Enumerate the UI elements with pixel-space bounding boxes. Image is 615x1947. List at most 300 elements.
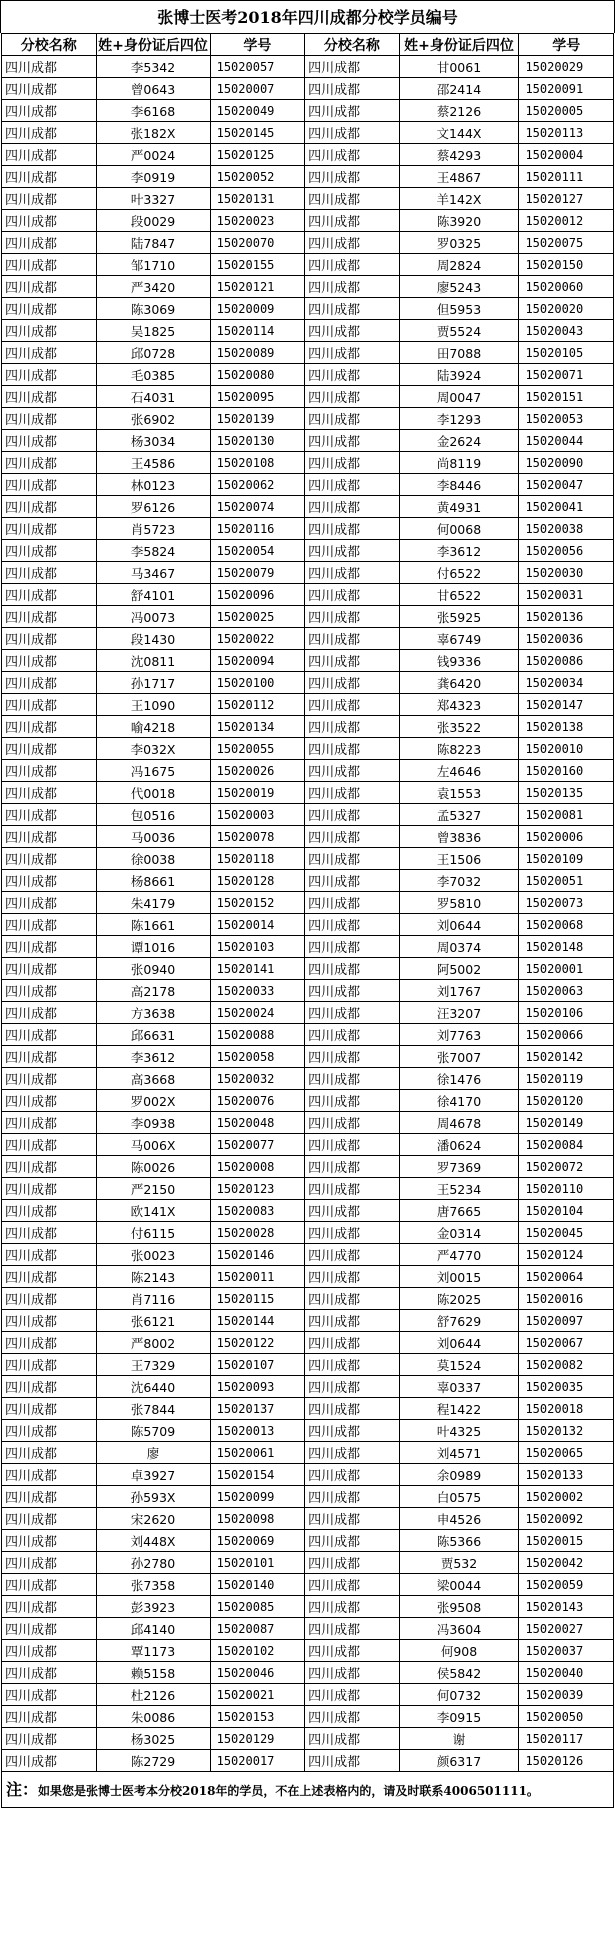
branch-cell: 四川成都 [305,892,400,914]
branch-cell: 四川成都 [2,1442,97,1464]
table-row [2,606,614,628]
branch-cell: 四川成都 [305,386,400,408]
name-id-cell: 王1506 [399,848,519,870]
student-number-cell: 15020019 [210,782,305,804]
branch-cell: 四川成都 [305,848,400,870]
name-id-cell: 何0732 [399,1684,519,1706]
table-row [2,1222,614,1244]
branch-cell: 四川成都 [305,1728,400,1750]
name-id-cell: 李1293 [399,408,519,430]
student-number-cell: 15020110 [519,1178,614,1200]
branch-cell: 四川成都 [305,122,400,144]
table-row [2,1068,614,1090]
student-number-cell: 15020132 [519,1420,614,1442]
note-lead: 注： [6,1780,39,1799]
student-number-cell: 15020078 [210,826,305,848]
table-row [2,78,614,100]
student-number-cell: 15020049 [210,100,305,122]
name-id-cell: 杨3025 [96,1728,210,1750]
name-id-cell: 谭1016 [96,936,210,958]
branch-cell: 四川成都 [305,1530,400,1552]
table-row [2,914,614,936]
student-number-cell: 15020107 [210,1354,305,1376]
name-id-cell: 毛0385 [96,364,210,386]
table-row [2,320,614,342]
student-number-cell: 15020045 [519,1222,614,1244]
student-number-cell: 15020155 [210,254,305,276]
table-body [2,56,614,1772]
student-number-cell: 15020068 [519,914,614,936]
student-number-cell: 15020102 [210,1640,305,1662]
student-number-cell: 15020100 [210,672,305,694]
branch-cell: 四川成都 [305,1662,400,1684]
branch-cell: 四川成都 [2,1178,97,1200]
branch-cell: 四川成都 [2,1464,97,1486]
table-row [2,1618,614,1640]
student-number-cell: 15020050 [519,1706,614,1728]
student-number-cell: 15020026 [210,760,305,782]
branch-cell: 四川成都 [305,1574,400,1596]
name-id-cell: 廖 [96,1442,210,1464]
student-number-cell: 15020145 [210,122,305,144]
student-number-cell: 15020147 [519,694,614,716]
student-number-cell: 15020097 [519,1310,614,1332]
branch-cell: 四川成都 [2,122,97,144]
branch-cell: 四川成都 [305,56,400,78]
branch-cell: 四川成都 [2,518,97,540]
name-id-cell: 李5824 [96,540,210,562]
name-id-cell: 邵2414 [399,78,519,100]
table-row [2,1728,614,1750]
name-id-cell: 朱0086 [96,1706,210,1728]
name-id-cell: 严3420 [96,276,210,298]
branch-cell: 四川成都 [305,914,400,936]
table-row [2,1244,614,1266]
header-branch-name: 分校名称 [2,34,97,56]
table-row [2,342,614,364]
name-id-cell: 汪3207 [399,1002,519,1024]
branch-cell: 四川成都 [2,1662,97,1684]
header-student-number: 学号 [210,34,305,56]
name-id-cell: 张3522 [399,716,519,738]
table-row [2,760,614,782]
branch-cell: 四川成都 [2,1750,97,1772]
branch-cell: 四川成都 [2,1420,97,1442]
branch-cell: 四川成都 [2,1288,97,1310]
note-text: 如果您是张博士医考本分校2018年的学员，不在上述表格内的，请及时联系4006501111。 [38,1784,539,1798]
branch-cell: 四川成都 [2,628,97,650]
table-row [2,1706,614,1728]
name-id-cell: 王4586 [96,452,210,474]
name-id-cell: 陈5709 [96,1420,210,1442]
student-number-cell: 15020087 [210,1618,305,1640]
table-row [2,1596,614,1618]
name-id-cell: 张0023 [96,1244,210,1266]
branch-cell: 四川成都 [305,188,400,210]
name-id-cell: 段0029 [96,210,210,232]
branch-cell: 四川成都 [2,1530,97,1552]
table-row [2,694,614,716]
name-id-cell: 何908 [399,1640,519,1662]
name-id-cell: 冯3604 [399,1618,519,1640]
name-id-cell: 程1422 [399,1398,519,1420]
student-number-cell: 15020117 [519,1728,614,1750]
student-number-cell: 15020086 [519,650,614,672]
table-row [2,826,614,848]
branch-cell: 四川成都 [2,1090,97,1112]
name-id-cell: 白0575 [399,1486,519,1508]
branch-cell: 四川成都 [305,804,400,826]
student-number-cell: 15020082 [519,1354,614,1376]
student-number-cell: 15020108 [210,452,305,474]
student-number-cell: 15020135 [519,782,614,804]
student-number-cell: 15020035 [519,1376,614,1398]
student-number-cell: 15020036 [519,628,614,650]
table-row [2,980,614,1002]
branch-cell: 四川成都 [305,760,400,782]
name-id-cell: 严8002 [96,1332,210,1354]
name-id-cell: 李7032 [399,870,519,892]
branch-cell: 四川成都 [305,870,400,892]
branch-cell: 四川成都 [305,1596,400,1618]
branch-cell: 四川成都 [2,650,97,672]
branch-cell: 四川成都 [305,1266,400,1288]
name-id-cell: 阿5002 [399,958,519,980]
branch-cell: 四川成都 [2,716,97,738]
name-id-cell: 邱0728 [96,342,210,364]
branch-cell: 四川成都 [2,1332,97,1354]
student-number-cell: 15020138 [519,716,614,738]
student-number-cell: 15020115 [210,1288,305,1310]
student-number-cell: 15020015 [519,1530,614,1552]
table-row [2,276,614,298]
name-id-cell: 刘0644 [399,914,519,936]
table-row [2,804,614,826]
student-number-cell: 15020119 [519,1068,614,1090]
branch-cell: 四川成都 [2,1024,97,1046]
student-number-cell: 15020073 [519,892,614,914]
name-id-cell: 严0024 [96,144,210,166]
name-id-cell: 杨3034 [96,430,210,452]
branch-cell: 四川成都 [2,1376,97,1398]
table-row [2,1640,614,1662]
branch-cell: 四川成都 [305,1068,400,1090]
student-number-cell: 15020018 [519,1398,614,1420]
branch-cell: 四川成都 [2,672,97,694]
table-row [2,1002,614,1024]
branch-cell: 四川成都 [305,606,400,628]
name-id-cell: 唐7665 [399,1200,519,1222]
branch-cell: 四川成都 [305,1244,400,1266]
name-id-cell: 孟5327 [399,804,519,826]
student-number-cell: 15020141 [210,958,305,980]
name-id-cell: 刘0644 [399,1332,519,1354]
name-id-cell: 李0915 [399,1706,519,1728]
name-id-cell: 邱4140 [96,1618,210,1640]
student-number-cell: 15020136 [519,606,614,628]
name-id-cell: 赖5158 [96,1662,210,1684]
table-row [2,452,614,474]
branch-cell: 四川成都 [2,1618,97,1640]
name-id-cell: 罗7369 [399,1156,519,1178]
student-number-cell: 15020109 [519,848,614,870]
branch-cell: 四川成都 [2,144,97,166]
student-number-cell: 15020104 [519,1200,614,1222]
student-number-cell: 15020116 [210,518,305,540]
student-number-cell: 15020044 [519,430,614,452]
name-id-cell: 高3668 [96,1068,210,1090]
student-number-cell: 15020010 [519,738,614,760]
branch-cell: 四川成都 [2,1354,97,1376]
student-number-cell: 15020092 [519,1508,614,1530]
name-id-cell: 欧141X [96,1200,210,1222]
table-row [2,1508,614,1530]
student-number-cell: 15020056 [519,540,614,562]
name-id-cell: 蔡4293 [399,144,519,166]
student-number-cell: 15020122 [210,1332,305,1354]
name-id-cell: 杜2126 [96,1684,210,1706]
table-row [2,1046,614,1068]
name-id-cell: 申4526 [399,1508,519,1530]
branch-cell: 四川成都 [305,474,400,496]
branch-cell: 四川成都 [305,78,400,100]
student-number-cell: 15020016 [519,1288,614,1310]
table-row [2,408,614,430]
student-number-cell: 15020070 [210,232,305,254]
name-id-cell: 李5342 [96,56,210,78]
branch-cell: 四川成都 [2,1684,97,1706]
branch-cell: 四川成都 [305,1420,400,1442]
name-id-cell: 严4770 [399,1244,519,1266]
branch-cell: 四川成都 [2,870,97,892]
name-id-cell: 林0123 [96,474,210,496]
student-number-cell: 15020105 [519,342,614,364]
student-number-cell: 15020043 [519,320,614,342]
name-id-cell: 付6115 [96,1222,210,1244]
branch-cell: 四川成都 [2,1244,97,1266]
student-number-cell: 15020154 [210,1464,305,1486]
student-number-cell: 15020001 [519,958,614,980]
name-id-cell: 孙2780 [96,1552,210,1574]
student-number-cell: 15020126 [519,1750,614,1772]
student-number-cell: 15020118 [210,848,305,870]
name-id-cell: 王5234 [399,1178,519,1200]
name-id-cell: 廖5243 [399,276,519,298]
name-id-cell: 袁1553 [399,782,519,804]
name-id-cell: 张6902 [96,408,210,430]
student-number-cell: 15020002 [519,1486,614,1508]
student-number-cell: 15020011 [210,1266,305,1288]
branch-cell: 四川成都 [305,584,400,606]
branch-cell: 四川成都 [2,1486,97,1508]
branch-cell: 四川成都 [305,1222,400,1244]
table-row [2,540,614,562]
table-row [2,518,614,540]
student-number-cell: 15020007 [210,78,305,100]
student-number-cell: 15020079 [210,562,305,584]
name-id-cell: 马006X [96,1134,210,1156]
branch-cell: 四川成都 [305,1024,400,1046]
branch-cell: 四川成都 [305,782,400,804]
table-row [2,1178,614,1200]
student-number-cell: 15020096 [210,584,305,606]
student-number-cell: 15020125 [210,144,305,166]
student-number-cell: 15020151 [519,386,614,408]
student-number-cell: 15020012 [519,210,614,232]
name-id-cell: 石4031 [96,386,210,408]
name-id-cell: 宋2620 [96,1508,210,1530]
name-id-cell: 钱9336 [399,650,519,672]
branch-cell: 四川成都 [2,892,97,914]
branch-cell: 四川成都 [305,298,400,320]
branch-cell: 四川成都 [2,562,97,584]
branch-cell: 四川成都 [305,1354,400,1376]
branch-cell: 四川成都 [2,1398,97,1420]
student-number-cell: 15020009 [210,298,305,320]
name-id-cell: 舒4101 [96,584,210,606]
header-surname-id: 姓+身份证后四位 [96,34,210,56]
branch-cell: 四川成都 [305,1288,400,1310]
branch-cell: 四川成都 [2,1222,97,1244]
table-row [2,650,614,672]
student-number-cell: 15020058 [210,1046,305,1068]
branch-cell: 四川成都 [2,452,97,474]
table-row [2,1156,614,1178]
student-number-cell: 15020038 [519,518,614,540]
name-id-cell: 张0940 [96,958,210,980]
name-id-cell: 罗002X [96,1090,210,1112]
branch-cell: 四川成都 [305,1134,400,1156]
student-number-cell: 15020152 [210,892,305,914]
student-number-cell: 15020106 [519,1002,614,1024]
branch-cell: 四川成都 [2,1134,97,1156]
branch-cell: 四川成都 [305,364,400,386]
student-number-cell: 15020029 [519,56,614,78]
table-row [2,584,614,606]
name-id-cell: 何0068 [399,518,519,540]
name-id-cell: 包0516 [96,804,210,826]
name-id-cell: 刘448X [96,1530,210,1552]
student-number-cell: 15020098 [210,1508,305,1530]
branch-cell: 四川成都 [305,826,400,848]
name-id-cell: 李3612 [96,1046,210,1068]
student-number-cell: 15020064 [519,1266,614,1288]
name-id-cell: 周0374 [399,936,519,958]
name-id-cell: 罗5810 [399,892,519,914]
branch-cell: 四川成都 [2,1596,97,1618]
name-id-cell: 黄4931 [399,496,519,518]
name-id-cell: 卓3927 [96,1464,210,1486]
branch-cell: 四川成都 [2,210,97,232]
branch-cell: 四川成都 [305,1618,400,1640]
student-number-cell: 15020055 [210,738,305,760]
table-row [2,1420,614,1442]
name-id-cell: 陈0026 [96,1156,210,1178]
branch-cell: 四川成都 [305,1090,400,1112]
branch-cell: 四川成都 [2,430,97,452]
branch-cell: 四川成都 [2,1728,97,1750]
name-id-cell: 李0938 [96,1112,210,1134]
name-id-cell: 罗6126 [96,496,210,518]
branch-cell: 四川成都 [305,958,400,980]
table-row [2,1310,614,1332]
student-number-cell: 15020084 [519,1134,614,1156]
name-id-cell: 周0047 [399,386,519,408]
name-id-cell: 马0036 [96,826,210,848]
name-id-cell: 甘6522 [399,584,519,606]
table-row [2,430,614,452]
name-id-cell: 梁0044 [399,1574,519,1596]
name-id-cell: 刘1767 [399,980,519,1002]
branch-cell: 四川成都 [2,606,97,628]
student-number-cell: 15020142 [519,1046,614,1068]
name-id-cell: 陈2729 [96,1750,210,1772]
branch-cell: 四川成都 [305,320,400,342]
name-id-cell: 叶4325 [399,1420,519,1442]
branch-cell: 四川成都 [305,1156,400,1178]
branch-cell: 四川成都 [2,232,97,254]
branch-cell: 四川成都 [2,760,97,782]
student-number-cell: 15020076 [210,1090,305,1112]
branch-cell: 四川成都 [305,1486,400,1508]
branch-cell: 四川成都 [2,1508,97,1530]
name-id-cell: 邹1710 [96,254,210,276]
student-number-cell: 15020004 [519,144,614,166]
student-number-cell: 15020143 [519,1596,614,1618]
student-number-cell: 15020021 [210,1684,305,1706]
table-row [2,738,614,760]
table-row [2,1332,614,1354]
name-id-cell: 彭3923 [96,1596,210,1618]
branch-cell: 四川成都 [2,584,97,606]
table-row [2,188,614,210]
table-row [2,232,614,254]
student-number-cell: 15020120 [519,1090,614,1112]
student-number-cell: 15020071 [519,364,614,386]
student-number-cell: 15020067 [519,1332,614,1354]
name-id-cell: 覃1173 [96,1640,210,1662]
name-id-cell: 王4867 [399,166,519,188]
table-row [2,1530,614,1552]
branch-cell: 四川成都 [2,1706,97,1728]
branch-cell: 四川成都 [305,254,400,276]
student-number-cell: 15020020 [519,298,614,320]
name-id-cell: 王7329 [96,1354,210,1376]
name-id-cell: 严2150 [96,1178,210,1200]
branch-cell: 四川成都 [2,1068,97,1090]
page-title: 张博士医考2018年四川成都分校学员编号 [0,0,615,33]
name-id-cell: 舒7629 [399,1310,519,1332]
branch-cell: 四川成都 [2,826,97,848]
name-id-cell: 贾5524 [399,320,519,342]
student-number-cell: 15020025 [210,606,305,628]
branch-cell: 四川成都 [2,1002,97,1024]
student-number-cell: 15020101 [210,1552,305,1574]
student-number-cell: 15020027 [519,1618,614,1640]
name-id-cell: 马3467 [96,562,210,584]
student-number-cell: 15020095 [210,386,305,408]
name-id-cell: 杨8661 [96,870,210,892]
student-number-cell: 15020042 [519,1552,614,1574]
student-number-cell: 15020051 [519,870,614,892]
student-number-cell: 15020124 [519,1244,614,1266]
student-number-cell: 15020090 [519,452,614,474]
student-number-cell: 15020103 [210,936,305,958]
name-id-cell: 张7007 [399,1046,519,1068]
table-row [2,56,614,78]
student-number-cell: 15020091 [519,78,614,100]
branch-cell: 四川成都 [305,1178,400,1200]
